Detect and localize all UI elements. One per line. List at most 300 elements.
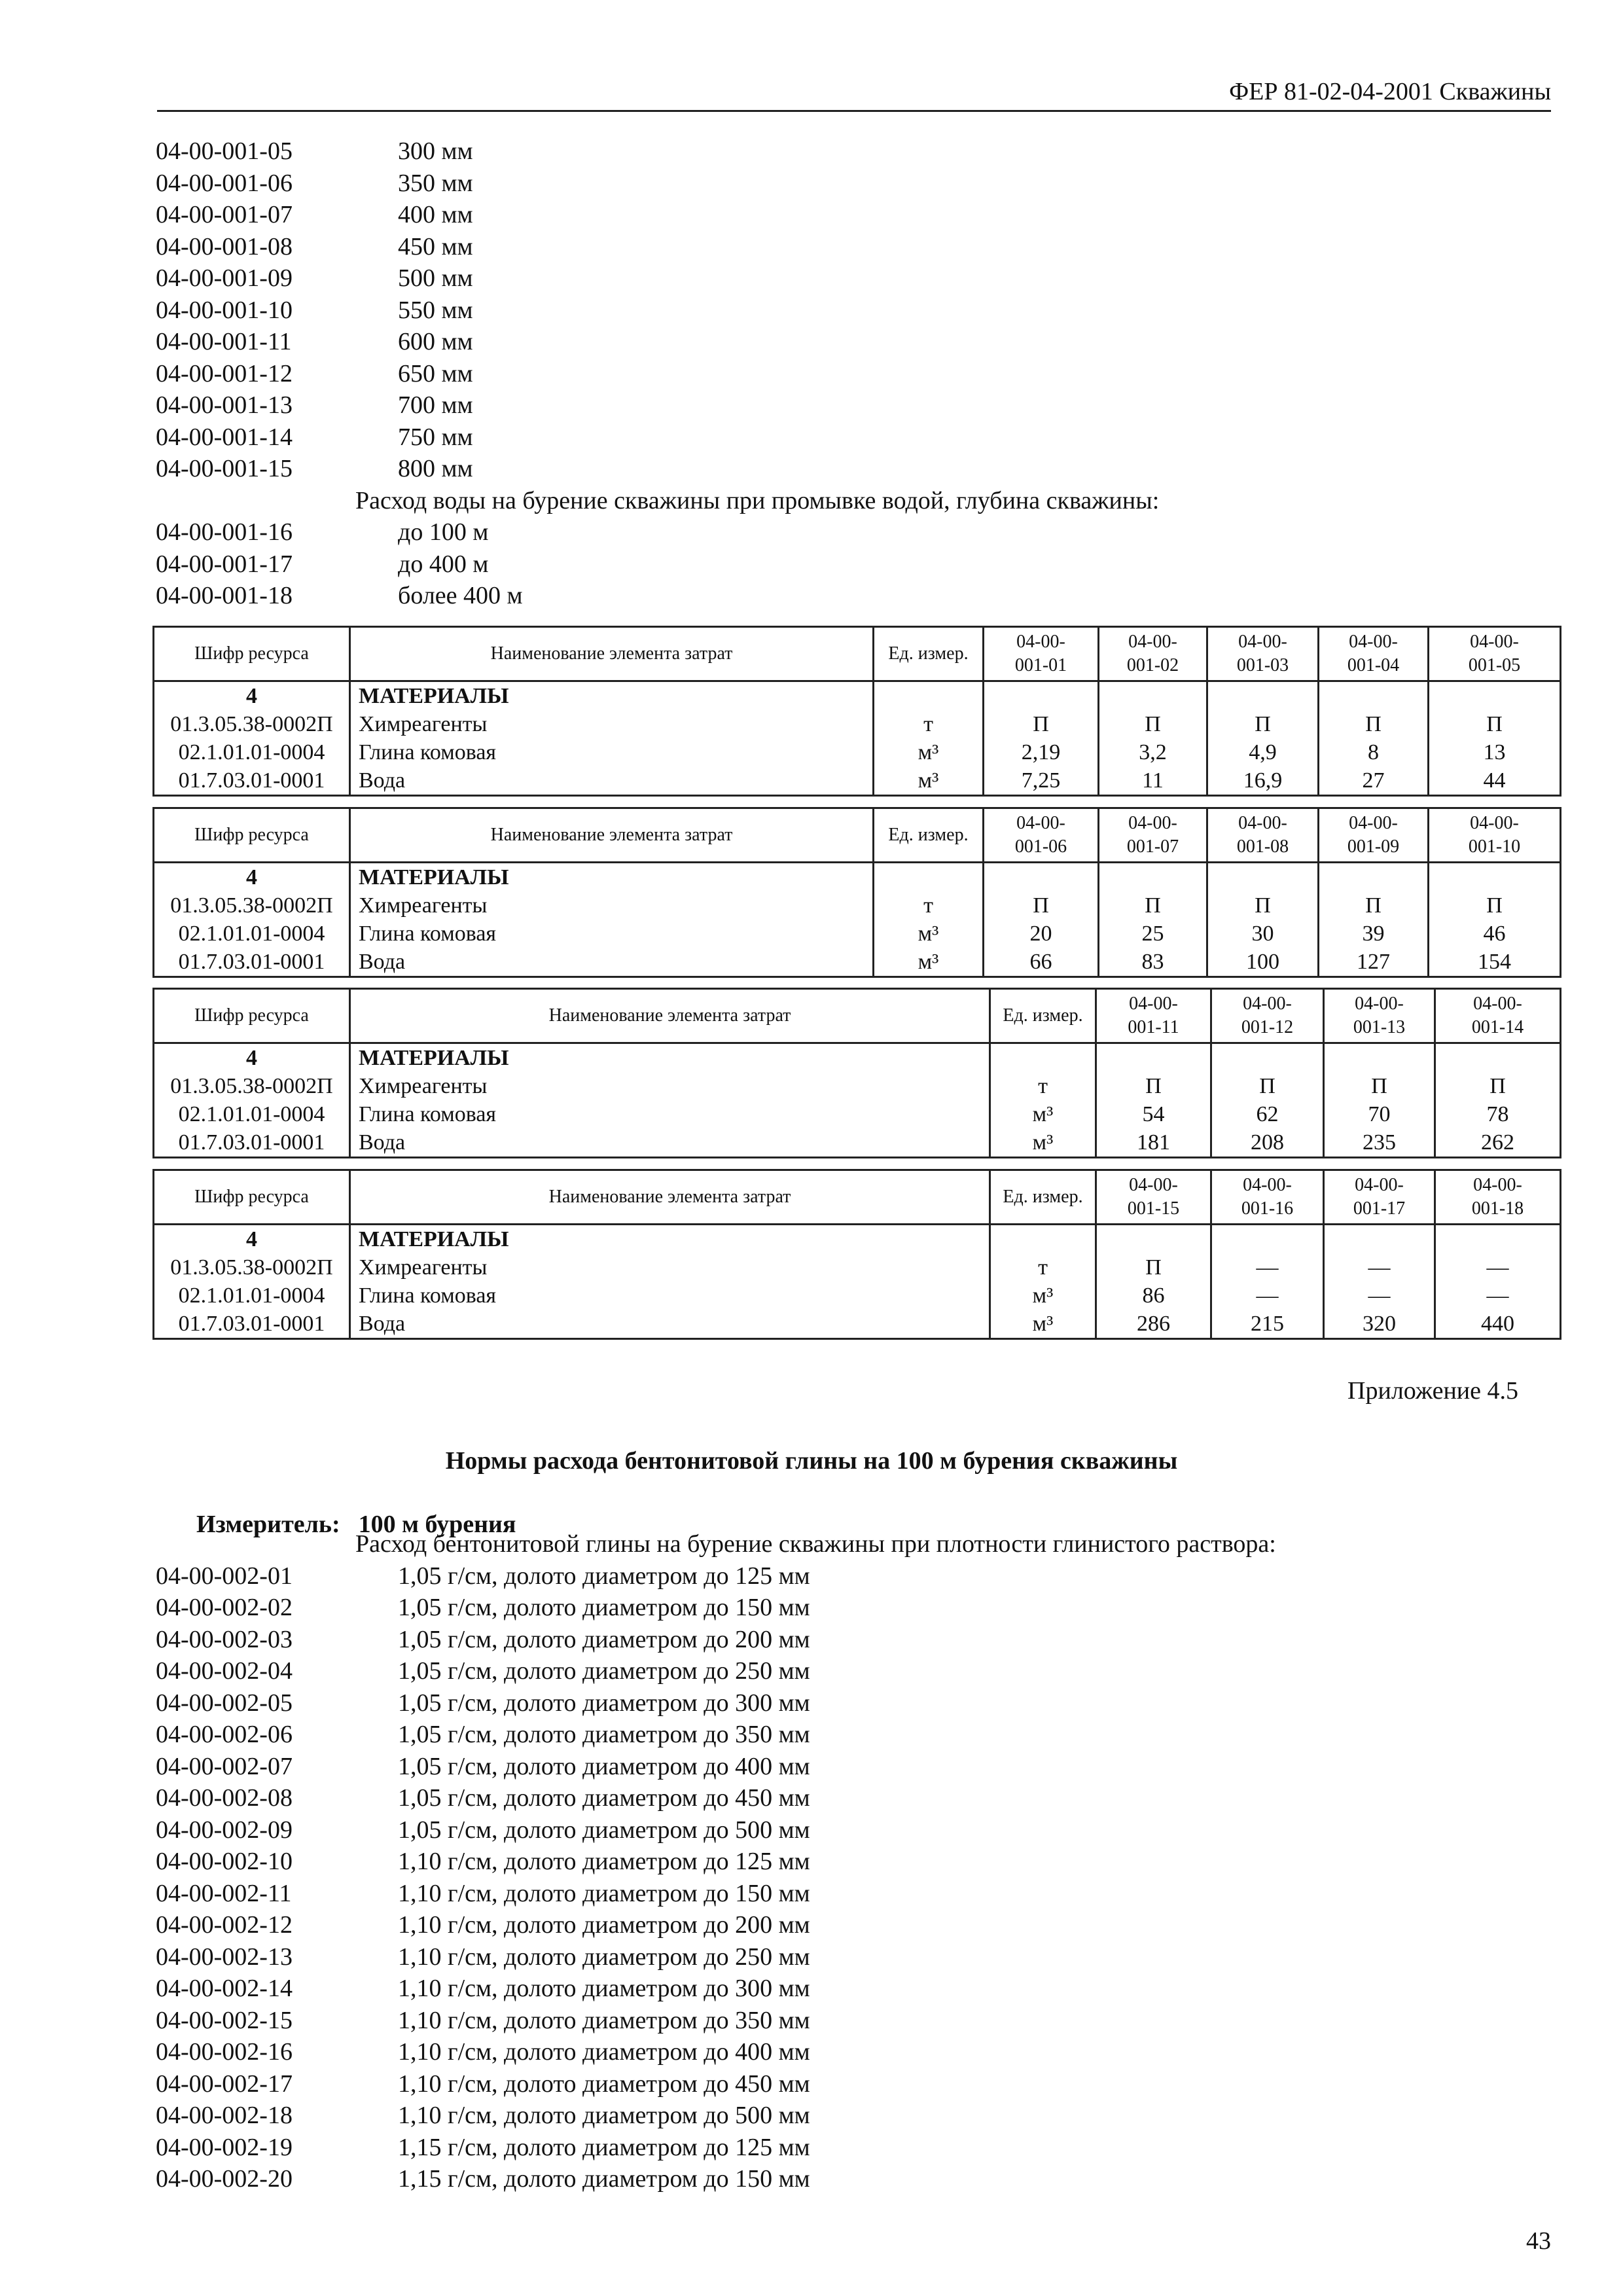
unit-cell bbox=[990, 1043, 1096, 1158]
item-text: 1,10 г/см, долото диаметром до 450 мм bbox=[398, 2070, 810, 2098]
norm-value: 66 bbox=[1029, 950, 1052, 974]
norm-code-part: 04-00- bbox=[1470, 813, 1519, 833]
norm-code-part: 001-08 bbox=[1236, 836, 1289, 857]
norm-value: П bbox=[1255, 712, 1271, 736]
item-code: 04-00-002-15 bbox=[156, 2006, 293, 2034]
value-cell bbox=[1319, 681, 1429, 796]
note-text: Расход бентонитовой глины на бурение скважины при плотности глинистого раствора: bbox=[355, 1530, 1276, 1558]
resource-name: Глина комовая bbox=[359, 1102, 497, 1126]
list-item bbox=[156, 1751, 1276, 1783]
header-norm-code bbox=[1099, 627, 1207, 681]
norm-code-part: 04-00- bbox=[1129, 1175, 1178, 1195]
list-item bbox=[156, 358, 1159, 390]
list-item bbox=[156, 1782, 1276, 1814]
norm-code-part: 04-00- bbox=[1243, 994, 1292, 1014]
item-code: 04-00-001-17 bbox=[156, 550, 293, 578]
norm-value: П bbox=[1259, 1074, 1275, 1098]
norm-code-part: 001-18 bbox=[1471, 1198, 1524, 1219]
cipher-cell bbox=[154, 1225, 350, 1339]
list-item bbox=[156, 231, 1159, 263]
resource-code: 02.1.01.01-0004 bbox=[178, 922, 325, 946]
resource-unit: м³ bbox=[1032, 1283, 1054, 1308]
norm-code-part: 04-00- bbox=[1473, 1175, 1522, 1195]
item-text: 1,10 г/см, долото диаметром до 350 мм bbox=[398, 2006, 810, 2034]
item-code: 04-00-002-17 bbox=[156, 2070, 293, 2098]
list-item bbox=[156, 516, 1159, 548]
item-text: 650 мм bbox=[398, 359, 473, 387]
norm-value: 11 bbox=[1142, 768, 1164, 793]
value-cell bbox=[1207, 863, 1319, 977]
header-title: ФЕР 81-02-04-2001 Скважины bbox=[1229, 78, 1551, 105]
meter-value: 100 м бурения bbox=[358, 1511, 516, 1538]
item-text: до 400 м bbox=[398, 550, 489, 578]
resource-code: 02.1.01.01-0004 bbox=[178, 1283, 325, 1308]
norm-value: 25 bbox=[1141, 922, 1164, 946]
cipher-cell bbox=[154, 863, 350, 977]
item-code: 04-00-002-12 bbox=[156, 1911, 293, 1939]
item-code: 04-00-002-01 bbox=[156, 1562, 293, 1590]
unit-spacer bbox=[991, 1044, 1095, 1072]
resource-name: Глина комовая bbox=[359, 922, 497, 946]
list-item bbox=[156, 389, 1159, 422]
norm-code-part: 04-00- bbox=[1128, 813, 1177, 833]
list-item bbox=[156, 548, 1159, 581]
norm-code-part: 04-00- bbox=[1129, 994, 1178, 1014]
table-body-row bbox=[154, 863, 1561, 977]
bentonite-note bbox=[156, 1528, 1276, 1560]
norm-value: П bbox=[1145, 1074, 1162, 1098]
norm-code-part: 001-01 bbox=[1014, 655, 1067, 675]
resource-name: Химреагенты bbox=[359, 1255, 488, 1280]
resource-name: Вода bbox=[359, 768, 406, 793]
item-code: 04-00-001-09 bbox=[156, 264, 293, 292]
item-text: 1,05 г/см, долото диаметром до 125 мм bbox=[398, 1562, 810, 1590]
list-item bbox=[156, 1878, 1276, 1910]
norm-value: 3,2 bbox=[1139, 740, 1167, 764]
norm-code-part: 04-00- bbox=[1355, 994, 1404, 1014]
list-item bbox=[156, 580, 1159, 612]
list-item bbox=[156, 168, 1159, 200]
item-code: 04-00-001-15 bbox=[156, 455, 293, 482]
list-item bbox=[156, 1592, 1276, 1624]
item-text: 1,05 г/см, долото диаметром до 300 мм bbox=[398, 1689, 810, 1717]
header-norm-code bbox=[984, 808, 1099, 863]
group-name: МАТЕРИАЛЫ bbox=[359, 1227, 509, 1251]
norm-value: — bbox=[1368, 1283, 1391, 1308]
value-spacer bbox=[1429, 863, 1560, 891]
item-code: 04-00-002-11 bbox=[156, 1879, 292, 1907]
list-item bbox=[156, 2005, 1276, 2037]
item-text: 1,10 г/см, долото диаметром до 500 мм bbox=[398, 2102, 810, 2129]
group-name: МАТЕРИАЛЫ bbox=[359, 684, 509, 708]
norm-value: П bbox=[1365, 712, 1382, 736]
norm-code-part: 001-13 bbox=[1353, 1017, 1406, 1037]
unit-spacer bbox=[874, 682, 982, 710]
name-cell bbox=[350, 863, 874, 977]
resource-unit: м³ bbox=[1032, 1130, 1054, 1155]
resource-name: Химреагенты bbox=[359, 1074, 488, 1098]
norm-code-part: 001-10 bbox=[1468, 836, 1521, 857]
item-text: 400 мм bbox=[398, 201, 473, 228]
norm-value: 8 bbox=[1368, 740, 1379, 764]
item-code: 04-00-001-11 bbox=[156, 328, 292, 355]
header-cipher: Шифр ресурса bbox=[154, 808, 350, 863]
table-header-row bbox=[154, 808, 1561, 863]
norm-code-part: 04-00- bbox=[1349, 632, 1398, 652]
table-header-row bbox=[154, 989, 1561, 1043]
name-cell bbox=[350, 1043, 990, 1158]
resource-unit: т bbox=[923, 712, 933, 736]
header-norm-code bbox=[1211, 989, 1324, 1043]
cipher-cell bbox=[154, 681, 350, 796]
norm-value: 286 bbox=[1137, 1312, 1170, 1336]
value-spacer bbox=[1097, 1225, 1210, 1253]
value-spacer bbox=[984, 682, 1097, 710]
group-code: 4 bbox=[246, 865, 257, 889]
norm-code-part: 001-14 bbox=[1471, 1017, 1524, 1037]
value-spacer bbox=[1097, 1044, 1210, 1072]
norm-code-part: 001-03 bbox=[1236, 655, 1289, 675]
norm-value: 320 bbox=[1363, 1312, 1396, 1336]
item-text: 1,15 г/см, долото диаметром до 125 мм bbox=[398, 2133, 810, 2161]
resource-name: Глина комовая bbox=[359, 740, 497, 764]
norm-value: 83 bbox=[1141, 950, 1164, 974]
section-title: Нормы расхода бентонитовой глины на 100 м бурения скважины bbox=[445, 1447, 1178, 1475]
norm-value: 46 bbox=[1483, 922, 1506, 946]
norm-value: 16,9 bbox=[1243, 768, 1283, 793]
resource-code: 02.1.01.01-0004 bbox=[178, 1102, 325, 1126]
water-note bbox=[156, 485, 1159, 517]
value-spacer bbox=[1212, 1044, 1323, 1072]
norm-value: 262 bbox=[1481, 1130, 1514, 1155]
note-text: Расход воды на бурение скважины при промывке водой, глубина скважины: bbox=[355, 486, 1160, 514]
norm-code-part: 001-11 bbox=[1128, 1017, 1179, 1037]
list-item bbox=[156, 1973, 1276, 2005]
resource-unit: м³ bbox=[1032, 1102, 1054, 1126]
norm-code-part: 001-17 bbox=[1353, 1198, 1406, 1219]
list-item bbox=[156, 326, 1159, 358]
value-spacer bbox=[1436, 1044, 1560, 1072]
list-item bbox=[156, 1687, 1276, 1719]
norm-value: П bbox=[1489, 1074, 1506, 1098]
norm-code-part: 001-02 bbox=[1126, 655, 1179, 675]
list-item bbox=[156, 262, 1159, 295]
value-spacer bbox=[984, 863, 1097, 891]
list-item bbox=[156, 422, 1159, 454]
value-spacer bbox=[1325, 1044, 1434, 1072]
value-cell bbox=[1435, 1225, 1561, 1339]
norm-value: 2,19 bbox=[1021, 740, 1061, 764]
value-spacer bbox=[1429, 682, 1560, 710]
resource-code: 01.3.05.38-0002П bbox=[170, 1074, 333, 1098]
norm-table-1 bbox=[152, 626, 1561, 797]
item-text: 550 мм bbox=[398, 296, 473, 324]
list-item bbox=[156, 2100, 1276, 2132]
appendix-label: Приложение 4.5 bbox=[1347, 1377, 1518, 1405]
value-spacer bbox=[1208, 863, 1317, 891]
item-code: 04-00-002-08 bbox=[156, 1784, 293, 1812]
item-text: 1,10 г/см, долото диаметром до 150 мм bbox=[398, 1879, 810, 1907]
norm-value: 100 bbox=[1246, 950, 1279, 974]
value-cell bbox=[1099, 863, 1207, 977]
code-list-top bbox=[156, 135, 1159, 612]
norm-code-part: 001-05 bbox=[1468, 655, 1521, 675]
norm-code-part: 04-00- bbox=[1016, 813, 1065, 833]
item-code: 04-00-001-14 bbox=[156, 423, 293, 451]
norm-value: 181 bbox=[1137, 1130, 1170, 1155]
item-code: 04-00-002-02 bbox=[156, 1594, 293, 1621]
resource-unit: т bbox=[1038, 1074, 1048, 1098]
list-item bbox=[156, 1624, 1276, 1656]
norm-value: 215 bbox=[1251, 1312, 1284, 1336]
item-text: 1,05 г/см, долото диаметром до 450 мм bbox=[398, 1784, 810, 1812]
list-item bbox=[156, 1560, 1276, 1592]
item-code: 04-00-002-07 bbox=[156, 1752, 293, 1780]
header-name: Наименование элемента затрат bbox=[350, 808, 874, 863]
value-spacer bbox=[1208, 682, 1317, 710]
header-norm-code bbox=[1324, 989, 1435, 1043]
item-text: 1,10 г/см, долото диаметром до 200 мм bbox=[398, 1911, 810, 1939]
value-cell bbox=[1429, 863, 1561, 977]
item-code: 04-00-001-16 bbox=[156, 518, 293, 546]
value-cell bbox=[1211, 1043, 1324, 1158]
table-body-row bbox=[154, 1225, 1561, 1339]
header-norm-code bbox=[1096, 989, 1211, 1043]
header-norm-code bbox=[1435, 989, 1561, 1043]
norm-value: — bbox=[1486, 1255, 1509, 1280]
resource-code: 01.3.05.38-0002П bbox=[170, 893, 333, 918]
resource-code: 01.7.03.01-0001 bbox=[178, 768, 325, 793]
resource-code: 01.7.03.01-0001 bbox=[178, 1130, 325, 1155]
norm-value: П bbox=[1371, 1074, 1387, 1098]
norm-code-part: 04-00- bbox=[1238, 632, 1287, 652]
list-item bbox=[156, 453, 1159, 485]
norm-code-part: 04-00- bbox=[1355, 1175, 1404, 1195]
item-text: 750 мм bbox=[398, 423, 473, 451]
value-spacer bbox=[1319, 863, 1427, 891]
item-code: 04-00-002-10 bbox=[156, 1848, 293, 1875]
item-code: 04-00-001-08 bbox=[156, 232, 293, 260]
norm-value: 154 bbox=[1478, 950, 1511, 974]
norm-code-part: 04-00- bbox=[1349, 813, 1398, 833]
norm-code-part: 04-00- bbox=[1470, 632, 1519, 652]
table-header-row bbox=[154, 627, 1561, 681]
cipher-cell bbox=[154, 1043, 350, 1158]
unit-cell bbox=[874, 863, 984, 977]
unit-cell bbox=[990, 1225, 1096, 1339]
item-code: 04-00-002-05 bbox=[156, 1689, 293, 1717]
norm-value: 127 bbox=[1357, 950, 1390, 974]
value-cell bbox=[1324, 1225, 1435, 1339]
norm-code-part: 001-12 bbox=[1241, 1017, 1294, 1037]
resource-name: Глина комовая bbox=[359, 1283, 497, 1308]
header-norm-code bbox=[1207, 808, 1319, 863]
header-unit: Ед. измер. bbox=[874, 627, 984, 681]
group-name: МАТЕРИАЛЫ bbox=[359, 865, 509, 889]
norm-value: — bbox=[1368, 1255, 1391, 1280]
norm-code-part: 04-00- bbox=[1473, 994, 1522, 1014]
resource-unit: м³ bbox=[918, 922, 939, 946]
item-text: 1,05 г/см, долото диаметром до 350 мм bbox=[398, 1721, 810, 1748]
norm-code-part: 001-16 bbox=[1241, 1198, 1294, 1219]
norm-value: 62 bbox=[1256, 1102, 1279, 1126]
resource-name: Вода bbox=[359, 1312, 406, 1336]
norm-value: — bbox=[1256, 1255, 1279, 1280]
norm-value: 27 bbox=[1362, 768, 1385, 793]
resource-name: Химреагенты bbox=[359, 712, 488, 736]
list-item bbox=[156, 1909, 1276, 1941]
resource-unit: т bbox=[1038, 1255, 1048, 1280]
item-text: 1,05 г/см, долото диаметром до 250 мм bbox=[398, 1657, 810, 1685]
item-code: 04-00-002-13 bbox=[156, 1943, 293, 1971]
resource-code: 01.7.03.01-0001 bbox=[178, 1312, 325, 1336]
item-code: 04-00-002-03 bbox=[156, 1625, 293, 1653]
resource-name: Вода bbox=[359, 1130, 406, 1155]
norm-value: П bbox=[1486, 893, 1503, 918]
norm-code-part: 001-07 bbox=[1126, 836, 1179, 857]
item-text: 800 мм bbox=[398, 455, 473, 482]
norm-code-part: 001-09 bbox=[1347, 836, 1400, 857]
list-item bbox=[156, 2068, 1276, 2100]
norm-code-part: 001-04 bbox=[1347, 655, 1400, 675]
norm-value: 54 bbox=[1142, 1102, 1165, 1126]
value-cell bbox=[1207, 681, 1319, 796]
norm-value: 78 bbox=[1486, 1102, 1509, 1126]
value-cell bbox=[1435, 1043, 1561, 1158]
item-text: до 100 м bbox=[398, 518, 489, 546]
table-body-row bbox=[154, 1043, 1561, 1158]
item-code: 04-00-001-12 bbox=[156, 359, 293, 387]
norm-value: 235 bbox=[1363, 1130, 1396, 1155]
norm-value: П bbox=[1145, 1255, 1162, 1280]
item-code: 04-00-002-14 bbox=[156, 1975, 293, 2002]
norm-value: 20 bbox=[1029, 922, 1052, 946]
page-header bbox=[157, 73, 1551, 112]
value-spacer bbox=[1436, 1225, 1560, 1253]
list-item bbox=[156, 2132, 1276, 2164]
item-code: 04-00-001-05 bbox=[156, 137, 293, 165]
header-norm-code bbox=[1429, 808, 1561, 863]
header-name: Наименование элемента затрат bbox=[350, 1170, 990, 1225]
item-text: 1,05 г/см, долото диаметром до 500 мм bbox=[398, 1816, 810, 1844]
norm-value: 39 bbox=[1362, 922, 1385, 946]
norm-code-part: 04-00- bbox=[1128, 632, 1177, 652]
resource-unit: м³ bbox=[918, 950, 939, 974]
norm-code-part: 04-00- bbox=[1016, 632, 1065, 652]
header-cipher: Шифр ресурса bbox=[154, 989, 350, 1043]
value-cell bbox=[1429, 681, 1561, 796]
item-text: 500 мм bbox=[398, 264, 473, 292]
norm-table-2 bbox=[152, 807, 1561, 978]
header-name: Наименование элемента затрат bbox=[350, 627, 874, 681]
list-item bbox=[156, 295, 1159, 327]
header-name: Наименование элемента затрат bbox=[350, 989, 990, 1043]
norm-code-part: 04-00- bbox=[1238, 813, 1287, 833]
list-item bbox=[156, 199, 1159, 231]
list-item bbox=[156, 1846, 1276, 1878]
unit-spacer bbox=[991, 1225, 1095, 1253]
value-cell bbox=[1096, 1043, 1211, 1158]
item-code: 04-00-002-06 bbox=[156, 1721, 293, 1748]
name-cell bbox=[350, 1225, 990, 1339]
item-text: 1,05 г/см, долото диаметром до 400 мм bbox=[398, 1752, 810, 1780]
list-item bbox=[156, 1655, 1276, 1687]
list-item bbox=[156, 1941, 1276, 1973]
item-text: более 400 м bbox=[398, 582, 523, 609]
item-code: 04-00-001-07 bbox=[156, 201, 293, 228]
list-item bbox=[156, 1814, 1276, 1846]
resource-code: 01.3.05.38-0002П bbox=[170, 712, 333, 736]
item-code: 04-00-002-04 bbox=[156, 1657, 293, 1685]
norm-value: П bbox=[1033, 712, 1049, 736]
item-code: 04-00-001-06 bbox=[156, 169, 293, 197]
value-spacer bbox=[1319, 682, 1427, 710]
header-unit: Ед. измер. bbox=[874, 808, 984, 863]
header-norm-code bbox=[1324, 1170, 1435, 1225]
group-name: МАТЕРИАЛЫ bbox=[359, 1046, 509, 1070]
item-text: 1,10 г/см, долото диаметром до 250 мм bbox=[398, 1943, 810, 1971]
norm-value: П bbox=[1145, 712, 1161, 736]
norm-code-part: 001-06 bbox=[1014, 836, 1067, 857]
page-number: 43 bbox=[1526, 2227, 1551, 2255]
header-norm-code bbox=[984, 627, 1099, 681]
norm-value: 440 bbox=[1481, 1312, 1514, 1336]
norm-value: П bbox=[1365, 893, 1382, 918]
code-list-bottom bbox=[156, 1528, 1276, 2195]
norm-table-4 bbox=[152, 1169, 1561, 1340]
list-item bbox=[156, 2036, 1276, 2068]
list-item bbox=[156, 2163, 1276, 2195]
header-unit: Ед. измер. bbox=[990, 1170, 1096, 1225]
item-text: 600 мм bbox=[398, 328, 473, 355]
value-spacer bbox=[1099, 682, 1206, 710]
item-code: 04-00-002-16 bbox=[156, 2038, 293, 2066]
unit-cell bbox=[874, 681, 984, 796]
resource-name: Химреагенты bbox=[359, 893, 488, 918]
unit-spacer bbox=[874, 863, 982, 891]
resource-unit: м³ bbox=[918, 740, 939, 764]
norm-value: П bbox=[1145, 893, 1161, 918]
item-text: 1,15 г/см, долото диаметром до 150 мм bbox=[398, 2165, 810, 2193]
header-norm-code bbox=[1435, 1170, 1561, 1225]
value-cell bbox=[1096, 1225, 1211, 1339]
table-body-row bbox=[154, 681, 1561, 796]
value-cell bbox=[1319, 863, 1429, 977]
group-code: 4 bbox=[246, 1227, 257, 1251]
item-text: 300 мм bbox=[398, 137, 473, 165]
item-code: 04-00-002-19 bbox=[156, 2133, 293, 2161]
group-code: 4 bbox=[246, 684, 257, 708]
norm-table-3 bbox=[152, 988, 1561, 1158]
norm-value: 44 bbox=[1483, 768, 1506, 793]
norm-value: — bbox=[1486, 1283, 1509, 1308]
header-norm-code bbox=[1099, 808, 1207, 863]
value-cell bbox=[984, 863, 1099, 977]
value-spacer bbox=[1212, 1225, 1323, 1253]
item-text: 1,10 г/см, долото диаметром до 125 мм bbox=[398, 1848, 810, 1875]
header-norm-code bbox=[1319, 627, 1429, 681]
norm-code-part: 001-15 bbox=[1127, 1198, 1180, 1219]
item-text: 700 мм bbox=[398, 391, 473, 419]
list-item bbox=[156, 1719, 1276, 1751]
norm-value: 30 bbox=[1251, 922, 1274, 946]
header-norm-code bbox=[1429, 627, 1561, 681]
item-text: 1,05 г/см, долото диаметром до 150 мм bbox=[398, 1594, 810, 1621]
norm-value: П bbox=[1255, 893, 1271, 918]
norm-code-part: 04-00- bbox=[1243, 1175, 1292, 1195]
resource-unit: т bbox=[923, 893, 933, 918]
header-norm-code bbox=[1207, 627, 1319, 681]
